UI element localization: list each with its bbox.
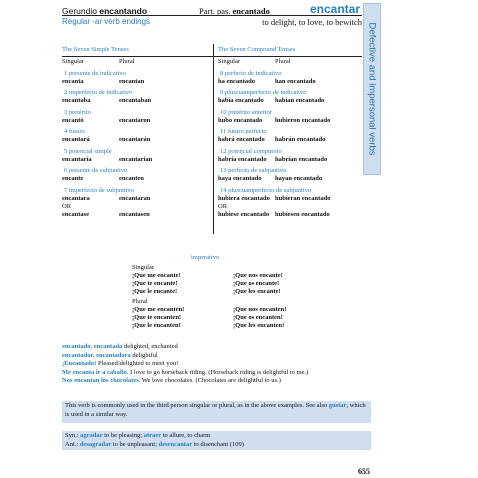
verb-title: encantar [309,2,360,16]
page-number: 655 [358,467,370,476]
simple-tenses-column [62,58,212,219]
imperative-form: ¡Que me encante! [132,272,181,279]
imperative-singular-label: Singular [132,264,155,271]
plural-form: encantaban [119,97,152,104]
conjugation-row [62,195,212,203]
tense-name: 5 potencial simple [64,147,112,155]
plural-form: encantarán [119,136,151,143]
example-row [62,369,362,378]
conjugation-row [218,175,368,183]
simple-tenses-heading: The Seven Simple Tenses [62,46,129,53]
plural-form: encanten [119,175,144,182]
plural-heading: Plural [275,58,291,65]
header-divider [62,15,362,16]
imperative-form: ¡Que os encante! [233,280,280,287]
tense-block [62,128,212,144]
compound-tenses-heading: The Seven Compound Tenses [218,46,296,53]
synonyms-antonyms [62,431,371,450]
conjugation-row [218,97,368,105]
example-row [62,360,362,369]
tense-block [62,70,212,86]
antonyms-line: Ant.: desagradar to be unpleasant; desencantar to disenchant (109) [65,440,244,448]
conjugation-row [218,203,368,211]
conjugation-row [62,117,212,125]
tense-block [218,89,368,105]
singular-form: hubo encantado [218,116,263,124]
tense-name: 9 pluscuamperfecto de indicativo [220,89,307,96]
plural-form: encantan [119,77,145,85]
example-phrase: Nos encantan los chocolates. [62,377,141,384]
gerundio-value: encantando [99,6,148,16]
conjugation-row [62,136,212,144]
singular-form: encantase [62,210,90,218]
imperative-form: ¡Que te encante! [132,280,178,287]
tense-name: 4 futuro [64,128,85,135]
singular-form: OR [218,202,228,210]
usage-note: This verb is commonly used in the third person singular or plural, as in the above examples. See also gustar, which is used in a similar way. [62,401,371,423]
tense-block [62,148,212,164]
conjugation-row [218,156,368,164]
imperative-title: imperativo [191,254,220,261]
plural-form: habían encantado [275,97,325,104]
tense-name: 8 perfecto de indicativo [220,69,282,77]
tense-name: 2 imperfecto de indicativo [64,89,133,96]
tense-name: 11 futuro perfecto [220,128,267,135]
imperative-form: ¡Que te encanten! [132,314,182,321]
compound-tenses-column [218,58,368,219]
singular-form: encantó [62,116,84,124]
example-row [62,352,362,361]
singular-form: habrá encantado [218,136,265,143]
singular-form: habría encantado [218,155,267,163]
singular-form: haya encantado [218,175,262,182]
conjugation-row [62,203,212,211]
singular-form: encantaba [62,97,91,104]
singular-heading: Singular [218,58,241,65]
example-translation: Pleased/delighted to meet you! [97,360,179,367]
example-phrase: Me encanta ir a caballo. [62,368,129,376]
imperative-form: ¡Que nos encante! [233,272,283,279]
conjugation-row [62,175,212,183]
verb-meaning: to delight, to love, to bewitch [262,17,362,27]
singular-form: hubiese encantado [218,210,270,218]
examples-list [62,343,362,386]
conjugation-row [218,136,368,144]
imperative-form: ¡Que les encante! [233,288,281,295]
example-phrase: encantador, encantadora [62,351,131,359]
column-divider [213,44,214,234]
tense-block [218,70,368,86]
tense-block [218,148,368,164]
singular-form: encantaría [62,155,92,163]
example-translation: I love to go horseback riding. (Horseback riding is delightful to me.) [130,368,309,376]
conjugation-row [62,211,212,219]
plural-form: hubieron encantado [275,116,331,124]
plural-form: hubiesen encantado [275,210,330,218]
tense-name: 13 perfecto de subjuntivo [220,167,287,174]
imperative-form: ¡Que les encanten! [233,322,285,329]
singular-form: ha encantado [218,77,256,85]
plural-form: hayan encantado [275,175,323,182]
singular-heading: Singular [62,58,85,65]
plural-form: hubieran encantado [275,194,331,202]
imperative-plural-label: Plural [132,298,148,305]
tense-block [218,128,368,144]
tense-name: 10 pretérito anterior [220,108,272,116]
tense-block [218,187,368,219]
example-row [62,377,362,386]
plural-form: encantasen [119,210,150,218]
number-heading [218,58,368,66]
tense-name: 14 pluscuamperfecto de subjuntivo [220,186,312,194]
gerundio: Gerundio encantando [62,6,148,16]
tense-name: 12 potencial compuesto [220,147,282,155]
conjugation-row [218,117,368,125]
example-translation: We love chocolates. (Chocolates are delightful to us.) [141,377,281,384]
imperative-form: ¡Que le encanten! [132,322,181,329]
tense-divider [62,56,362,57]
imperative-form: ¡Que le encante! [132,288,178,295]
imperative-form: ¡Que os encanten! [233,314,283,321]
conjugation-row [62,97,212,105]
plural-form: han encantado [275,77,316,85]
tense-block [62,109,212,125]
example-phrase: ¡Encantado! [62,360,97,367]
tense-block [62,187,212,219]
tense-block [218,109,368,125]
plural-form: encantaron [119,116,151,124]
tense-name: 7 imperfecto de subjuntivo [64,186,134,194]
tense-name: 3 pretérito [64,108,91,116]
example-translation: delighted, enchanted [123,343,178,350]
singular-form: encantara [62,194,90,202]
singular-form: hubiera encantado [218,194,270,202]
part-pas-value: encantado [232,6,270,16]
conjugation-row [62,78,212,86]
plural-form: encantarían [119,155,153,163]
imperative-form: ¡Que nos encanten! [233,306,287,313]
tense-block [62,89,212,105]
plural-form: habrán encantado [275,136,326,143]
side-tab-label: Defective and impersonal verbs [366,22,378,156]
singular-form: OR [62,202,72,210]
singular-form: había encantado [218,97,264,104]
conjugation-row [218,211,368,219]
tense-name: 6 presente de subjuntivo [64,167,128,174]
note-highlight: gustar [328,402,347,409]
singular-form: encantará [62,136,90,143]
verb-type: Regular -ar verb endings [62,17,151,26]
plural-form: encantaran [119,194,151,202]
conjugation-row [218,78,368,86]
conjugation-row [218,195,368,203]
imperative-form: ¡Que me encanten! [132,306,185,313]
tense-name: 1 presente de indicativo [64,69,126,77]
part-pas: Part. pas. encantado [199,6,270,16]
example-translation: delightful [132,351,158,359]
number-heading [62,58,212,66]
tense-block [62,167,212,183]
singular-form: encante [62,175,84,182]
example-phrase: encantado, encantada [62,343,123,350]
tense-block [218,167,368,183]
conjugation-row [62,156,212,164]
example-row [62,343,362,352]
synonyms-line: Syn.: agradar to be pleasing; atraer to allure, to charm [65,432,211,439]
plural-form: habrían encantado [275,155,328,163]
plural-heading: Plural [119,58,135,65]
singular-form: encanta [62,77,84,85]
